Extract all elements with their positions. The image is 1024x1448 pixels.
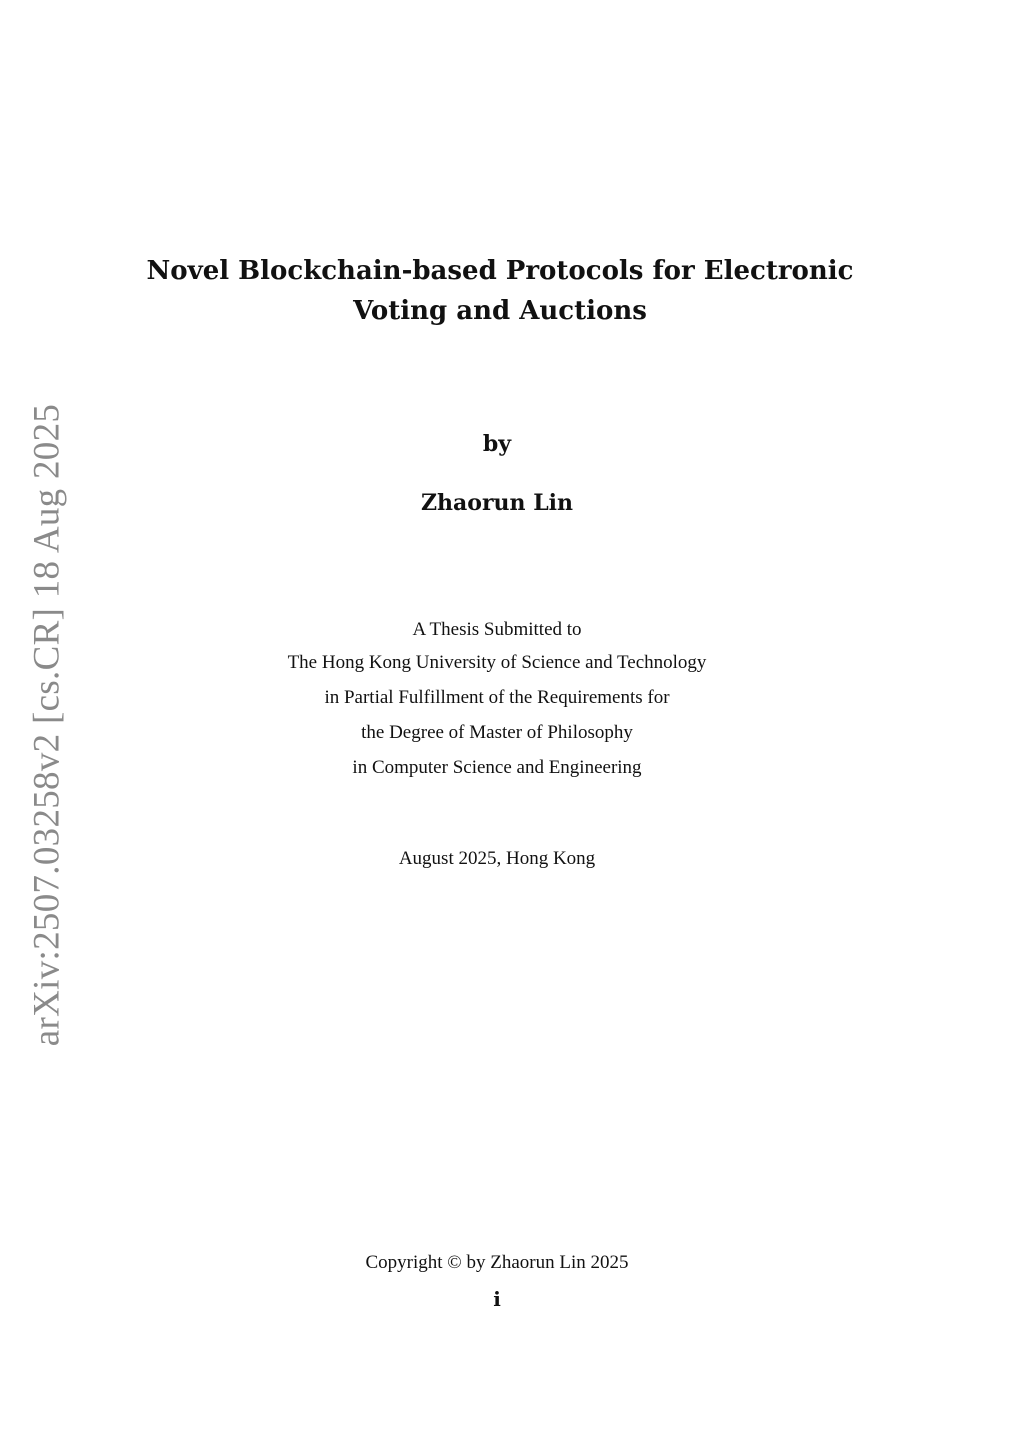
submission-line: A Thesis Submitted to [412,619,582,640]
copyright-notice: Copyright © by Zhaorun Lin 2025 [365,1252,629,1273]
page-number: i [493,1287,501,1311]
thesis-title [0,251,1000,331]
submission-statement [0,614,994,785]
thesis-title-line-1: Novel Blockchain-based Protocols for Electronic [146,256,854,286]
submission-line: in Partial Fulfillment of the Requirements for [324,687,670,708]
author-name: Zhaorun Lin [420,490,574,516]
submission-line: the Degree of Master of Philosophy [361,722,633,743]
arxiv-stamp: arXiv:2507.03258v2 [cs.CR] 18 Aug 2025 [26,403,68,1047]
by-label: by [482,431,512,457]
submission-line: The Hong Kong University of Science and Technology [287,652,707,673]
submission-line: in Computer Science and Engineering [352,757,642,778]
date-place: August 2025, Hong Kong [398,848,596,869]
thesis-title-line-2: Voting and Auctions [353,296,647,326]
